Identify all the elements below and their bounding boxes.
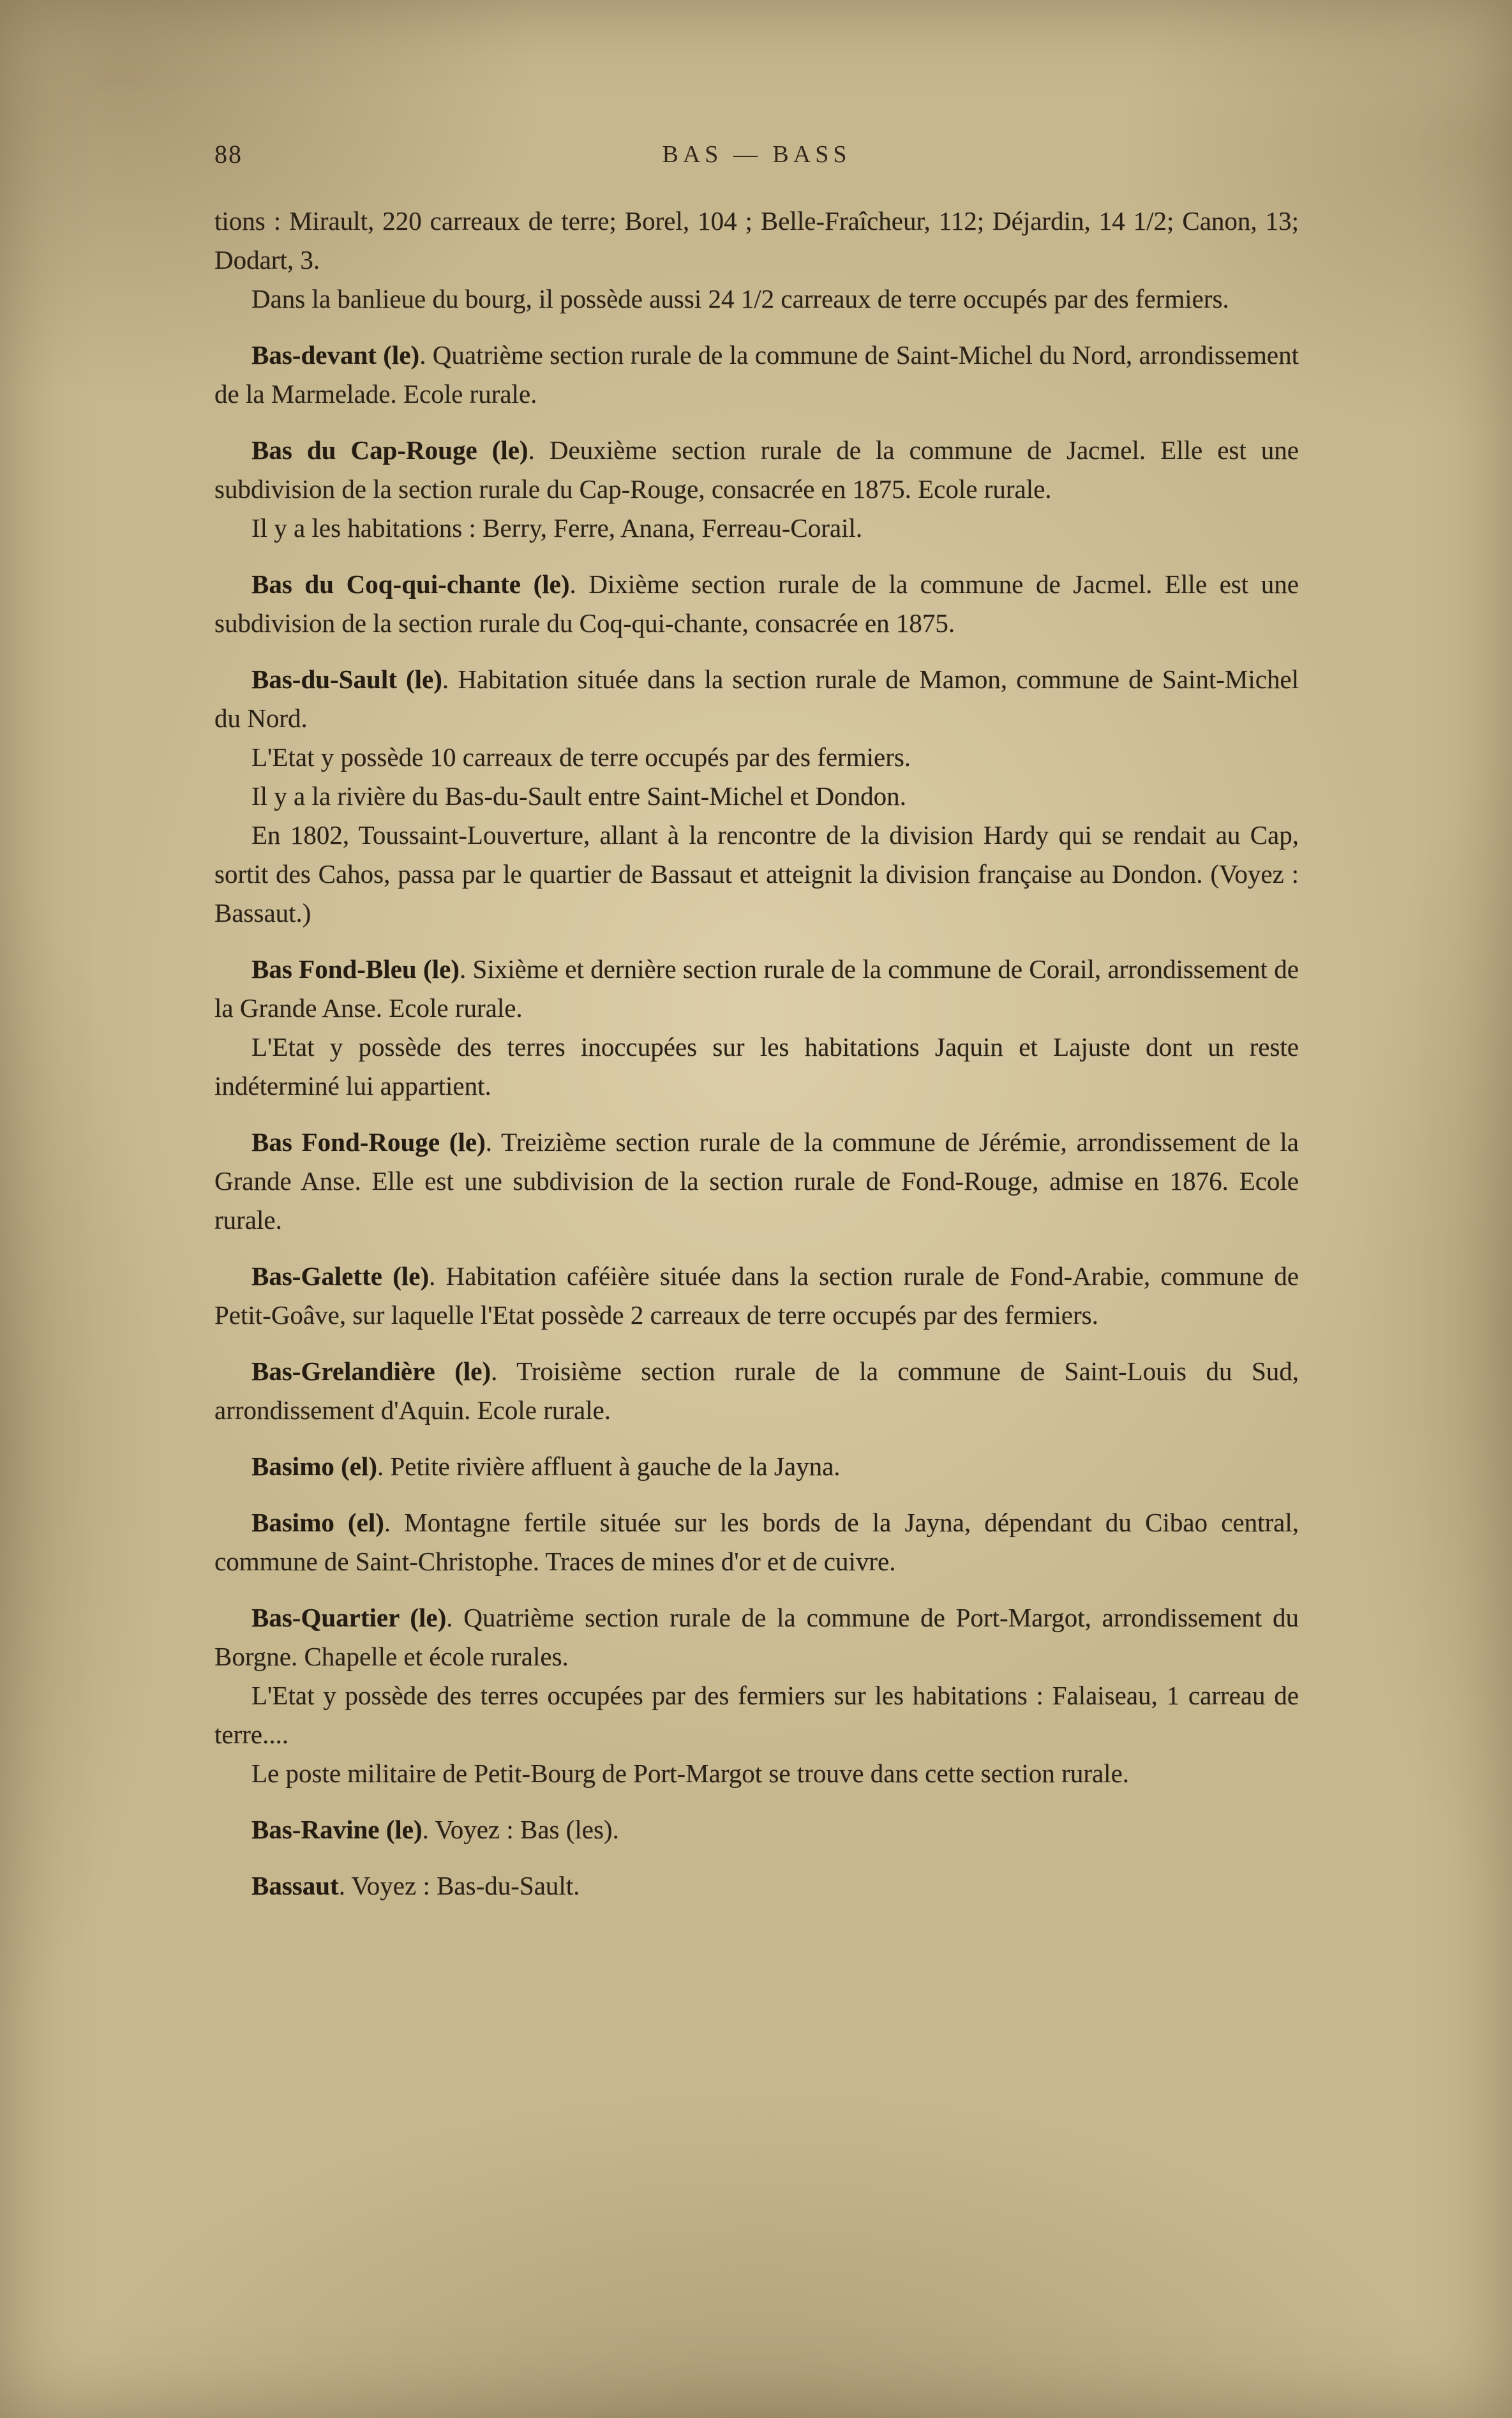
paragraph-text: Il y a les habitations : Berry, Ferre, Anana, Ferreau-Corail. <box>251 513 863 543</box>
entry-term: Bas-Galette (le) <box>251 1261 430 1291</box>
paragraph-text: L'Etat y possède des terres occupées par des fermiers sur les habitations : Falaiseau, 1 carreau de terre.... <box>214 1681 1299 1749</box>
entry-paragraph <box>214 431 1299 509</box>
entry-term: Basimo (el) <box>251 1452 377 1481</box>
entry-term: Bas Fond-Rouge (le) <box>251 1127 486 1157</box>
entry-paragraph <box>214 1866 1299 1905</box>
entry-term: Bas-Grelandière (le) <box>251 1356 491 1386</box>
entry-term: Basimo (el) <box>251 1508 384 1537</box>
paragraph <box>214 816 1299 933</box>
page-number: 88 <box>214 140 243 169</box>
entry-text: . Voyez : Bas (les). <box>422 1815 619 1844</box>
paragraph-text: Il y a la rivière du Bas-du-Sault entre Saint-Michel et Dondon. <box>251 781 906 811</box>
entry-paragraph <box>214 660 1299 738</box>
entry-text: . Troisième section rurale de la commune de Saint-Louis du Sud, arrondissement d'Aquin. Ecole rurale. <box>214 1356 1299 1425</box>
paragraph <box>214 738 1299 777</box>
paragraph-text: L'Etat y possède 10 carreaux de terre occupés par des fermiers. <box>251 742 911 772</box>
entry-text: . Quatrième section rurale de la commune de Port-Margot, arrondissement du Borgne. Chapelle et école rurales. <box>214 1603 1299 1671</box>
entry-paragraph <box>214 565 1299 643</box>
entry-term: Bas-Quartier (le) <box>251 1603 447 1632</box>
paragraph-text: Dans la banlieue du bourg, il possède aussi 24 1/2 carreaux de terre occupés par des fermiers. <box>251 284 1229 313</box>
entry-term: Bassaut <box>251 1871 339 1900</box>
entry-paragraph <box>214 1447 1299 1486</box>
paragraph <box>214 1028 1299 1106</box>
entry-paragraph <box>214 336 1299 414</box>
entry-text: . Dixième section rurale de la commune de Jacmel. Elle est une subdivision de la section rurale du Coq-qui-chante, consacrée en 1875. <box>214 569 1299 638</box>
paragraph-text: En 1802, Toussaint-Louverture, allant à la rencontre de la division Hardy qui se rendait au Cap, sortit des Cahos, passa par le quartier de Bassaut et atteignit la division française au Dondon. (Voyez : Bassaut.) <box>214 820 1299 927</box>
entry-text: . Montagne fertile située sur les bords de la Jayna, dépendant du Cibao central, commune de Saint-Christophe. Traces de mines d'or et de cuivre. <box>214 1508 1299 1576</box>
entry-text: . Petite rivière affluent à gauche de la Jayna. <box>377 1452 841 1481</box>
running-header: BAS — BASS <box>662 141 851 168</box>
entry-text: . Treizième section rurale de la commune de Jérémie, arrondissement de la Grande Anse. Elle est une subdivision de la section rurale de Fond-Rouge, admise en 1876. Ecole rurale. <box>214 1127 1299 1235</box>
entry-text: . Habitation située dans la section rurale de Mamon, commune de Saint-Michel du Nord. <box>214 665 1299 733</box>
entry-paragraph <box>214 950 1299 1028</box>
paragraph-continuation <box>214 202 1299 280</box>
entry-term: Bas Fond-Bleu (le) <box>251 954 460 984</box>
entry-text: . Voyez : Bas-du-Sault. <box>338 1871 580 1900</box>
paragraph <box>214 1754 1299 1793</box>
entry-paragraph <box>214 1352 1299 1430</box>
entry-term: Bas du Cap-Rouge (le) <box>251 435 528 465</box>
entry-term: Bas-Ravine (le) <box>251 1815 423 1844</box>
entry-paragraph <box>214 1123 1299 1240</box>
entry-term: Bas-devant (le) <box>251 340 420 370</box>
paragraph <box>214 280 1299 319</box>
entry-text: . Deuxième section rurale de la commune de Jacmel. Elle est une subdivision de la section rurale du Cap-Rouge, consacrée en 1875. Ecole rurale. <box>214 435 1299 504</box>
entry-term: Bas-du-Sault (le) <box>251 665 442 694</box>
paragraph <box>214 777 1299 816</box>
entry-paragraph <box>214 1257 1299 1335</box>
entry-paragraph <box>214 1503 1299 1581</box>
paragraph <box>214 509 1299 548</box>
entry-text: . Quatrième section rurale de la commune de Saint-Michel du Nord, arrondissement de la Marmelade. Ecole rurale. <box>214 340 1299 409</box>
paragraph-text: L'Etat y possède des terres inoccupées sur les habitations Jaquin et Lajuste dont un reste indéterminé lui appartient. <box>214 1032 1299 1100</box>
entry-term: Bas du Coq-qui-chante (le) <box>251 569 570 599</box>
paragraph-text: Le poste militaire de Petit-Bourg de Port-Margot se trouve dans cette section rurale. <box>251 1759 1130 1788</box>
entry-paragraph <box>214 1598 1299 1676</box>
page-header <box>214 139 1299 175</box>
entry-text: . Habitation caféière située dans la section rurale de Fond-Arabie, commune de Petit-Goâve, sur laquelle l'Etat possède 2 carreaux de terre occupés par des fermiers. <box>214 1261 1299 1330</box>
page-body <box>214 202 1299 1905</box>
entry-paragraph <box>214 1810 1299 1849</box>
entry-text: . Sixième et dernière section rurale de la commune de Corail, arrondissement de la Grande Anse. Ecole rurale. <box>214 954 1299 1023</box>
paragraph-text: tions : Mirault, 220 carreaux de terre; Borel, 104 ; Belle-Fraîcheur, 112; Déjardin, 14 1/2; Canon, 13; Dodart, 3. <box>214 206 1299 274</box>
paragraph <box>214 1676 1299 1754</box>
